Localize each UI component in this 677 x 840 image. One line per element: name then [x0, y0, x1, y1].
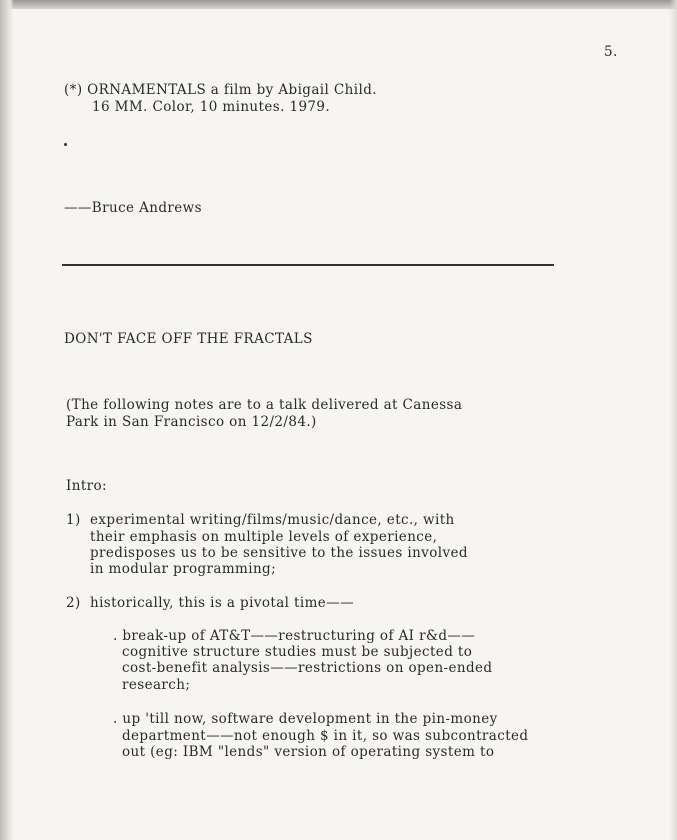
stray-mark [64, 143, 67, 146]
intro-label: Intro: [66, 478, 107, 494]
item-1-line: their emphasis on multiple levels of experience, [90, 529, 438, 545]
essay-note-line-1: (The following notes are to a talk delivered at Canessa [66, 397, 463, 413]
essay-note-line-2: Park in San Francisco on 12/2/84.) [66, 414, 317, 430]
item-1-line: in modular programming; [90, 561, 277, 577]
bullet-1-line: . break-up of AT&T——restructuring of AI r&d—— [113, 628, 476, 644]
page-number: 5. [604, 44, 618, 60]
item-1-line: predisposes us to be sensitive to the issues involved [90, 545, 468, 561]
film-credit-line-2: 16 MM. Color, 10 minutes. 1979. [92, 99, 331, 115]
author-signature: ——Bruce Andrews [64, 200, 202, 216]
item-1-number: 1) [66, 512, 81, 528]
page-edge [669, 0, 677, 840]
binding-gutter [0, 0, 14, 840]
bullet-1-line: research; [122, 677, 191, 693]
film-credit-line-1: (*) ORNAMENTALS a film by Abigail Child. [64, 82, 377, 98]
item-2-line: historically, this is a pivotal time—— [90, 595, 354, 611]
item-1-line: experimental writing/films/music/dance, etc., with [90, 512, 455, 528]
bullet-2-line: department——not enough $ in it, so was subcontracted [122, 728, 529, 744]
bullet-2-line: . up 'till now, software development in the pin-money [113, 711, 498, 727]
bullet-1-line: cognitive structure studies must be subjected to [122, 644, 473, 660]
essay-title: DON'T FACE OFF THE FRACTALS [64, 331, 313, 347]
bullet-1-line: cost-benefit analysis——restrictions on open-ended [122, 660, 493, 676]
bullet-2-line: out (eg: IBM "lends" version of operating system to [122, 744, 495, 760]
page-top-shadow [0, 0, 677, 9]
item-2-number: 2) [66, 595, 81, 611]
section-divider [62, 264, 554, 266]
